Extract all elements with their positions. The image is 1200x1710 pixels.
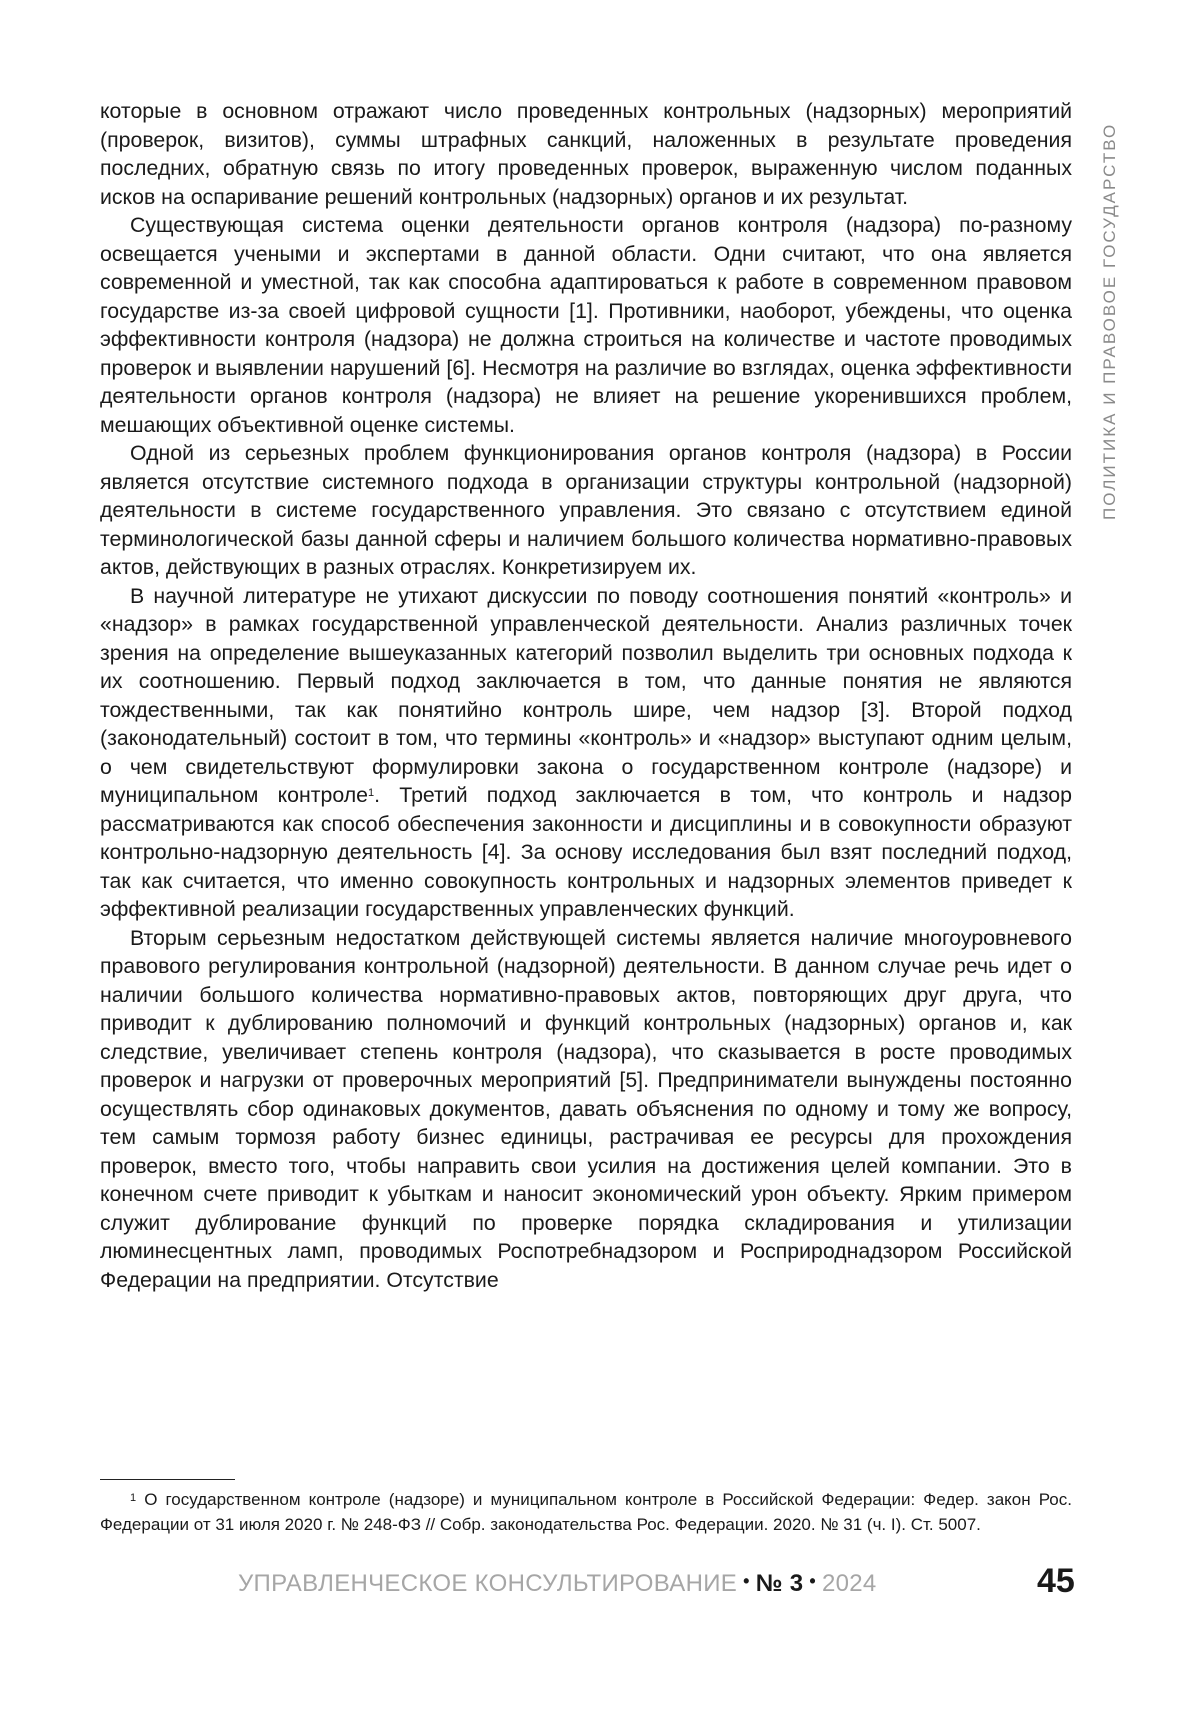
journal-title: УПРАВЛЕНЧЕСКОЕ КОНСУЛЬТИРОВАНИЕ [238,1570,737,1597]
bullet-separator: • [809,1571,816,1592]
article-body [100,97,1072,1294]
page-footer [0,1560,1200,1600]
paragraph-continuation: которые в основном отражают число проведенных контрольных (надзорных) мероприятий (проверок, визитов), суммы штрафных санкций, наложенных в результате проведения последних, обратную связь по итогу проведенных проверок, выраженную числом поданных исков на оспаривание решений контрольных (надзорных) органов и их результат. [100,97,1072,211]
footnotes [100,1488,1072,1537]
bullet-separator: • [743,1571,750,1592]
journal-page [0,0,1200,1710]
paragraph: Вторым серьезным недостатком действующей системы является наличие многоуровневого правового регулирования контрольной (надзорной) деятельности. В данном случае речь идет о наличии большого количества нормативно-правовых актов, повторяющих друг друга, что приводит к дублированию полномочий и функций контрольных (надзорных) органов и, как следствие, увеличивает степень контроля (надзора), что сказывается в росте проводимых проверок и нагрузки от проверочных мероприятий [5]. Предприниматели вынуждены постоянно осуществлять сбор одинаковых документов, давать объяснения по одному и тому же вопросу, тем самым тормозя работу бизнес единицы, растрачивая ее ресурсы для прохождения проверок, вместо того, чтобы направить свои усилия на достижения целей компании. Это в конечном счете приводит к убыткам и наносит экономический урон объекту. Ярким примером служит дублирование функций по проверке порядка складирования и утилизации люминесцентных ламп, проводимых Роспотребнадзором и Росприроднадзором Российской Федерации на предприятии. Отсутствие [100,924,1072,1295]
paragraph: Существующая система оценки деятельности органов контроля (надзора) по-разному освещается учеными и экспертами в данной области. Одни считают, что она является современной и уместной, так как способна адаптироваться к работе в современном правовом государстве из-за своей цифровой сущности [1]. Противники, наоборот, убеждены, что оценка эффективности контроля (надзора) не должна строиться на количестве и частоте проводимых проверок и выявлении нарушений [6]. Несмотря на различие во взглядах, оценка эффективности деятельности органов контроля (надзора) не влияет на решение укоренившихся проблем, мешающих объективной оценке системы. [100,211,1072,439]
running-title-text: ПОЛИТИКА И ПРАВОВОЕ ГОСУДАРСТВО [1100,123,1120,520]
issue-number: № 3 [756,1570,804,1597]
footnote [100,1488,1072,1537]
footnote-text: О государственном контроле (надзоре) и муниципальном контроле в Российской Федерации: Федер. закон Рос. Федерации от 31 июля 2020 г. № 248-ФЗ // Собр. законодательства Рос. Федерации. 2020. № 31 (ч. I). Ст. 5007. [100,1490,1072,1534]
footnote-reference[interactable]: 1 [368,787,374,799]
paragraph-text-before-ref: В научной литературе не утихают дискуссии по поводу соотношения понятий «контроль» и «надзор» в рамках государственной управленческой деятельности. Анализ различных точек зрения на определение вышеуказанных категорий позволил выделить три основных подхода к их соотношению. Первый подход заключается в том, что данные понятия не являются тождественными, так как понятийно контроль шире, чем надзор [3]. Второй подход (законодательный) состоит в том, что термины «контроль» и «надзор» выступают одним целым, о чем свидетельствуют формулировки закона о государственном контроле (надзоре) и муниципальном контроле [100,584,1072,808]
footnote-marker: 1 [130,1492,136,1504]
paragraph-text-after-ref: . Третий подход заключается в том, что контроль и надзор рассматриваются как способ обеспечения законности и дисциплины и в совокупности образуют контрольно-надзорную деятельность [4]. За основу исследования был взят последний подход, так как считается, что именно совокупность контрольных и надзорных элементов приведет к эффективной реализации государственных управленческих функций. [100,783,1072,921]
page-number: 45 [1037,1562,1075,1601]
paragraph-with-footnote [100,582,1072,924]
footnote-divider [100,1479,235,1480]
paragraph: Одной из серьезных проблем функционирования органов контроля (надзора) в России является отсутствие системного подхода в организации структуры контрольной (надзорной) деятельности в системе государственного управления. Это связано с отсутствием единой терминологической базы данной сферы и наличием большого количества нормативно-правовых актов, действующих в разных отраслях. Конкретизируем их. [100,439,1072,582]
issue-year: 2024 [822,1570,877,1597]
journal-line [238,1570,877,1598]
